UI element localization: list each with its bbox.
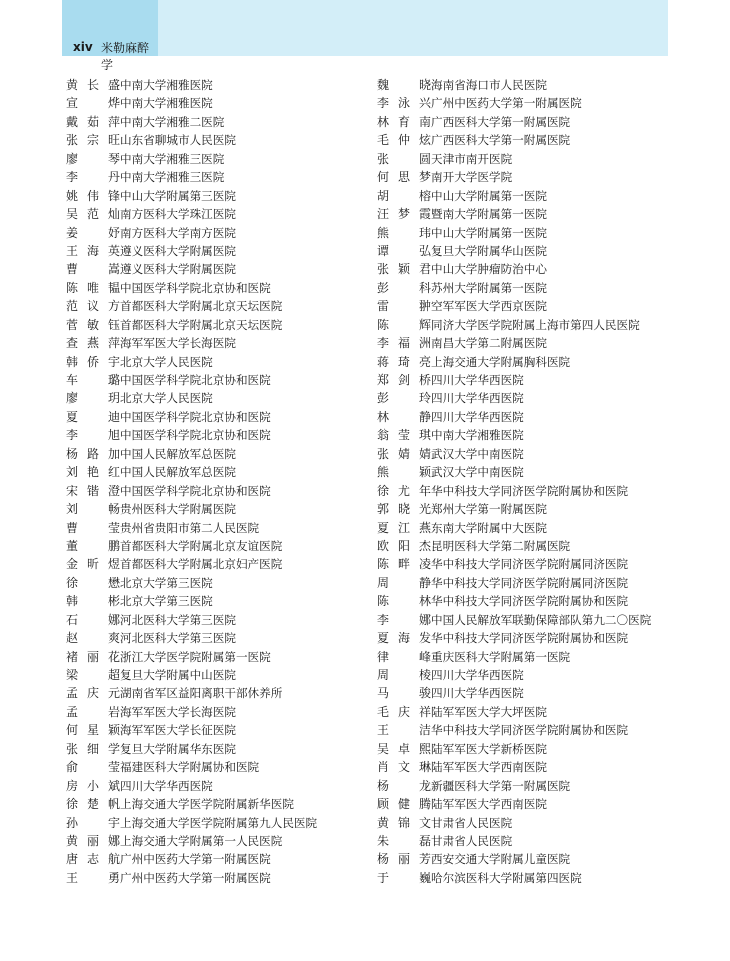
contributor-affiliation: 上海交通大学附属第一人民医院 bbox=[120, 833, 283, 848]
contributor-name: 董 鹏 bbox=[66, 538, 120, 553]
contributor-entry bbox=[66, 463, 317, 481]
contributor-affiliation: 西安交通大学附属儿童医院 bbox=[431, 852, 571, 867]
contributor-affiliation: 北京大学人民医院 bbox=[120, 354, 213, 369]
contributor-affiliation: 中国医学科学院北京协和医院 bbox=[120, 373, 271, 387]
contributor-name: 雷 翀 bbox=[377, 299, 431, 314]
contributor-name: 陈 林 bbox=[377, 594, 431, 609]
contributor-name: 张宗旺 bbox=[66, 133, 120, 148]
contributor-entry bbox=[377, 519, 651, 537]
contributor-entry bbox=[66, 869, 317, 887]
contributor-name: 黄锦文 bbox=[377, 815, 431, 830]
contributor-affiliation: 中国医学科学院北京协和医院 bbox=[120, 409, 271, 424]
contributor-entry bbox=[66, 814, 317, 832]
contributor-affiliation: 甘肃省人民医院 bbox=[431, 815, 513, 830]
contributor-name: 徐 懋 bbox=[66, 575, 120, 590]
contributor-affiliation: 中南大学湘雅医院 bbox=[431, 428, 524, 443]
contributor-entry bbox=[377, 482, 651, 500]
contributor-name: 孟 岩 bbox=[66, 704, 120, 719]
contributor-name: 熊 颖 bbox=[377, 465, 431, 480]
contributor-affiliation: 广西医科大学第一附属医院 bbox=[431, 114, 571, 129]
contributor-name: 夏海发 bbox=[377, 631, 431, 646]
contributor-affiliation: 中山大学附属第一医院 bbox=[431, 225, 547, 240]
contributor-affiliation: 上海交通大学附属胸科医院 bbox=[431, 354, 571, 369]
contributor-entry bbox=[377, 205, 651, 223]
contributor-name: 张 圆 bbox=[377, 151, 431, 166]
contributor-affiliation: 新疆医科大学第一附属医院 bbox=[431, 778, 571, 793]
contributor-entry bbox=[66, 76, 317, 94]
contributor-affiliation: 南方医科大学南方医院 bbox=[120, 225, 236, 240]
contributor-affiliation: 四川大学华西医院 bbox=[431, 373, 524, 387]
contributor-name: 孙 宇 bbox=[66, 815, 120, 830]
contributor-entry bbox=[66, 795, 317, 813]
contributor-entry bbox=[377, 500, 651, 518]
right-contributor-list bbox=[377, 76, 651, 887]
contributor-affiliation: 南开大学医学院 bbox=[431, 170, 513, 185]
contributor-affiliation: 北京大学人民医院 bbox=[120, 391, 213, 406]
contributor-entry bbox=[377, 740, 651, 758]
contributor-entry bbox=[66, 279, 317, 297]
book-title: 米勒麻醉学 bbox=[101, 41, 150, 72]
contributor-name: 杨路加 bbox=[66, 446, 120, 461]
contributor-name: 金昕煜 bbox=[66, 557, 120, 572]
contributor-affiliation: 空军军医大学西京医院 bbox=[431, 299, 547, 314]
contributor-entry bbox=[66, 703, 317, 721]
contributor-name: 于 巍 bbox=[377, 870, 431, 885]
contributor-affiliation: 中南大学湘雅医院 bbox=[120, 96, 213, 111]
contributor-affiliation: 海军军医大学长海医院 bbox=[120, 336, 236, 351]
contributor-affiliation: 东南大学附属中大医院 bbox=[431, 520, 547, 535]
contributor-entry bbox=[377, 611, 651, 629]
contributor-name: 夏 迪 bbox=[66, 409, 120, 424]
contributor-name: 蒋琦亮 bbox=[377, 354, 431, 369]
contributor-entry bbox=[377, 832, 651, 850]
contributor-affiliation: 华中科技大学同济医学院附属协和医院 bbox=[431, 483, 629, 498]
contributor-affiliation: 重庆医科大学附属第一医院 bbox=[431, 649, 571, 664]
contributor-name: 曹 嵩 bbox=[66, 262, 120, 277]
contributor-entry bbox=[377, 389, 651, 407]
contributor-name: 杨丽芳 bbox=[377, 852, 431, 867]
contributor-affiliation: 中国医学科学院北京协和医院 bbox=[120, 428, 271, 443]
contributor-entry bbox=[66, 150, 317, 168]
header-band bbox=[62, 0, 668, 72]
contributor-entry bbox=[377, 150, 651, 168]
contributor-entry bbox=[377, 629, 651, 647]
contributor-entry bbox=[66, 777, 317, 795]
contributor-name: 陈畔凌 bbox=[377, 557, 431, 572]
contributor-name: 黄丽娜 bbox=[66, 833, 120, 848]
contributor-name: 魏 晓 bbox=[377, 78, 431, 92]
contributor-affiliation: 浙江大学医学院附属第一医院 bbox=[120, 649, 271, 664]
contributor-affiliation: 陆军军医大学西南医院 bbox=[431, 760, 547, 775]
contributor-affiliation: 华中科技大学同济医学院附属同济医院 bbox=[431, 557, 629, 572]
contributor-entry bbox=[66, 297, 317, 315]
contributor-entry bbox=[66, 648, 317, 666]
contributor-affiliation: 陆军军医大学大坪医院 bbox=[431, 704, 547, 719]
contributor-name: 张颖君 bbox=[377, 262, 431, 277]
contributor-name: 徐尤年 bbox=[377, 483, 431, 498]
contributor-name: 肖文琳 bbox=[377, 760, 431, 775]
contributor-name: 赵 爽 bbox=[66, 631, 120, 646]
contributor-name: 汪梦霞 bbox=[377, 207, 431, 222]
contributor-name: 谭 弘 bbox=[377, 243, 431, 258]
contributor-entry bbox=[377, 758, 651, 776]
contributor-affiliation: 中山大学附属第三医院 bbox=[120, 188, 236, 203]
contributor-entry bbox=[377, 353, 651, 371]
contributor-affiliation: 中南大学湘雅三医院 bbox=[120, 151, 225, 166]
contributor-entry bbox=[66, 500, 317, 518]
contributor-affiliation: 广西医科大学第一附属医院 bbox=[431, 133, 571, 148]
contributor-entry bbox=[377, 187, 651, 205]
contributor-affiliation: 首都医科大学附属北京妇产医院 bbox=[120, 557, 283, 572]
contributor-entry bbox=[66, 371, 317, 389]
contributor-name: 韩侨宇 bbox=[66, 354, 120, 369]
contributor-entry bbox=[377, 777, 651, 795]
contributor-entry bbox=[66, 316, 317, 334]
contributor-name: 律 峰 bbox=[377, 649, 431, 664]
contributor-affiliation: 苏州大学附属第一医院 bbox=[431, 280, 547, 295]
contributor-name: 李泳兴 bbox=[377, 96, 431, 111]
contributor-name: 周 静 bbox=[377, 575, 431, 590]
contributor-name: 廖 琴 bbox=[66, 151, 120, 166]
contributor-affiliation: 遵义医科大学附属医院 bbox=[120, 243, 236, 258]
contributor-entry bbox=[377, 168, 651, 186]
contributor-name: 郭晓光 bbox=[377, 502, 431, 517]
contributor-entry bbox=[66, 94, 317, 112]
contributor-affiliation: 湖南省军区益阳离职干部休养所 bbox=[120, 686, 283, 701]
contributor-affiliation: 中南大学湘雅医院 bbox=[120, 78, 213, 92]
contributor-affiliation: 河北医科大学第三医院 bbox=[120, 612, 236, 627]
contributor-entry bbox=[377, 555, 651, 573]
contributor-entry bbox=[377, 408, 651, 426]
contributor-entry bbox=[377, 721, 651, 739]
contributor-name: 杨 龙 bbox=[377, 778, 431, 793]
contributor-entry bbox=[66, 832, 317, 850]
contributor-affiliation: 南昌大学第二附属医院 bbox=[431, 336, 547, 351]
contributor-entry bbox=[66, 113, 317, 131]
contributor-entry bbox=[66, 758, 317, 776]
contributor-entry bbox=[66, 721, 317, 739]
contributor-entry bbox=[66, 519, 317, 537]
contributor-name: 房小斌 bbox=[66, 778, 120, 793]
contributor-affiliation: 四川大学华西医院 bbox=[120, 778, 213, 793]
contributor-entry bbox=[377, 242, 651, 260]
contributor-entry bbox=[377, 684, 651, 702]
contributor-entry bbox=[377, 224, 651, 242]
contributor-name: 翁莹琪 bbox=[377, 428, 431, 443]
contributor-entry bbox=[66, 389, 317, 407]
contributor-name: 张婧婧 bbox=[377, 446, 431, 461]
contributor-affiliation: 中国人民解放军联勤保障部队第九二〇医院 bbox=[431, 612, 652, 627]
contributor-affiliation: 中南大学湘雅二医院 bbox=[120, 114, 225, 129]
contributor-affiliation: 昆明医科大学第二附属医院 bbox=[431, 538, 571, 553]
contributor-entry bbox=[66, 426, 317, 444]
contributor-affiliation: 同济大学医学院附属上海市第四人民医院 bbox=[431, 317, 640, 332]
contributor-affiliation: 中国医学科学院北京协和医院 bbox=[120, 280, 271, 295]
contributor-name: 王海英 bbox=[66, 243, 120, 258]
contributor-affiliation: 北京大学第三医院 bbox=[120, 575, 213, 590]
contributor-name: 胡 榕 bbox=[377, 188, 431, 203]
contributor-name: 吴卓熙 bbox=[377, 741, 431, 756]
contributor-affiliation: 四川大学华西医院 bbox=[431, 409, 524, 424]
contributor-entry bbox=[66, 482, 317, 500]
contributor-name: 宋锴澄 bbox=[66, 483, 120, 498]
contributor-name: 吴范灿 bbox=[66, 207, 120, 222]
contributor-name: 李 娜 bbox=[377, 612, 431, 627]
contributor-name: 范议方 bbox=[66, 299, 120, 314]
contributor-affiliation: 首都医科大学附属北京天坛医院 bbox=[120, 299, 283, 314]
contributor-entry bbox=[377, 94, 651, 112]
contributor-entry bbox=[66, 629, 317, 647]
contributor-affiliation: 中山大学肿瘤防治中心 bbox=[431, 262, 547, 277]
contributor-name: 廖 玥 bbox=[66, 391, 120, 406]
contributor-entry bbox=[377, 426, 651, 444]
contributor-affiliation: 甘肃省人民医院 bbox=[431, 833, 513, 848]
contributor-entry bbox=[377, 703, 651, 721]
contributor-entry bbox=[66, 242, 317, 260]
contributor-name: 毛庆祥 bbox=[377, 704, 431, 719]
contributor-affiliation: 贵州医科大学附属医院 bbox=[120, 502, 236, 517]
contributor-name: 菅敏钰 bbox=[66, 317, 120, 332]
contributor-entry bbox=[66, 445, 317, 463]
contributor-entry bbox=[66, 684, 317, 702]
contributor-name: 戴茹萍 bbox=[66, 114, 120, 129]
contributor-name: 李 丹 bbox=[66, 170, 120, 185]
contributor-name: 张细学 bbox=[66, 741, 120, 756]
contributor-name: 王 勇 bbox=[66, 870, 120, 885]
contributor-affiliation: 中南大学湘雅三医院 bbox=[120, 170, 225, 185]
contributor-name: 林育南 bbox=[377, 114, 431, 129]
contributor-name: 何思梦 bbox=[377, 170, 431, 185]
contributor-affiliation: 华中科技大学同济医学院附属协和医院 bbox=[431, 631, 629, 646]
contributor-affiliation: 广州中医药大学第一附属医院 bbox=[120, 870, 271, 885]
contributor-affiliation: 上海交通大学医学院附属新华医院 bbox=[120, 797, 294, 812]
contributor-entry bbox=[66, 611, 317, 629]
contributor-entry bbox=[66, 187, 317, 205]
contributor-name: 姚伟锋 bbox=[66, 188, 120, 203]
contributor-entry bbox=[377, 371, 651, 389]
contributor-affiliation: 陆军军医大学西南医院 bbox=[431, 797, 547, 812]
contributor-name: 彭 科 bbox=[377, 280, 431, 295]
contributor-affiliation: 贵州省贵阳市第二人民医院 bbox=[120, 520, 260, 535]
contributor-entry bbox=[377, 850, 651, 868]
contributor-entry bbox=[66, 574, 317, 592]
contributor-name: 陈 辉 bbox=[377, 317, 431, 332]
contributor-entry bbox=[377, 260, 651, 278]
contributor-entry bbox=[377, 113, 651, 131]
contributor-entry bbox=[66, 168, 317, 186]
contributor-affiliation: 四川大学华西医院 bbox=[431, 686, 524, 701]
contributor-entry bbox=[66, 740, 317, 758]
contributor-affiliation: 海南省海口市人民医院 bbox=[431, 78, 547, 92]
contributor-entry bbox=[377, 537, 651, 555]
contributor-affiliation: 天津市南开医院 bbox=[431, 151, 513, 166]
contributor-affiliation: 复旦大学附属华东医院 bbox=[120, 741, 236, 756]
contributor-affiliation: 郑州大学第一附属医院 bbox=[431, 502, 547, 517]
contributor-name: 朱 磊 bbox=[377, 833, 431, 848]
contributor-affiliation: 广州中医药大学第一附属医院 bbox=[431, 96, 582, 111]
contributor-affiliation: 中国人民解放军总医院 bbox=[120, 446, 236, 461]
contributor-entry bbox=[66, 666, 317, 684]
contributor-affiliation: 陆军军医大学新桥医院 bbox=[431, 741, 547, 756]
contributor-affiliation: 河北医科大学第三医院 bbox=[120, 631, 236, 646]
contributor-name: 黄长盛 bbox=[66, 78, 120, 92]
contributor-affiliation: 中山大学附属第一医院 bbox=[431, 188, 547, 203]
contributor-name: 李 旭 bbox=[66, 428, 120, 443]
contributor-name: 周 棱 bbox=[377, 668, 431, 682]
contributor-affiliation: 复旦大学附属中山医院 bbox=[120, 668, 236, 682]
contributor-affiliation: 暨南大学附属第一医院 bbox=[431, 207, 547, 222]
contributor-name: 查燕萍 bbox=[66, 336, 120, 351]
contributor-affiliation: 海军军医大学长海医院 bbox=[120, 704, 236, 719]
contributor-affiliation: 哈尔滨医科大学附属第四医院 bbox=[431, 870, 582, 885]
contributor-name: 林 静 bbox=[377, 409, 431, 424]
contributor-entry bbox=[377, 648, 651, 666]
contributor-entry bbox=[377, 445, 651, 463]
contributor-name: 王 洁 bbox=[377, 723, 431, 738]
contributor-entry bbox=[377, 131, 651, 149]
contributor-name: 刘 畅 bbox=[66, 502, 120, 517]
contributor-affiliation: 复旦大学附属华山医院 bbox=[431, 243, 547, 258]
contributor-affiliation: 首都医科大学附属北京天坛医院 bbox=[120, 317, 283, 332]
contributor-affiliation: 山东省聊城市人民医院 bbox=[120, 133, 236, 148]
contributor-name: 欧阳杰 bbox=[377, 538, 431, 553]
contributor-entry bbox=[66, 353, 317, 371]
contributor-name: 顾健腾 bbox=[377, 797, 431, 812]
contributor-name: 石 娜 bbox=[66, 612, 120, 627]
contributor-entry bbox=[66, 537, 317, 555]
contributor-name: 韩 彬 bbox=[66, 594, 120, 609]
contributor-entry bbox=[66, 592, 317, 610]
contributor-name: 陈唯韫 bbox=[66, 280, 120, 295]
contributor-entry bbox=[66, 131, 317, 149]
contributor-affiliation: 广州中医药大学第一附属医院 bbox=[120, 852, 271, 867]
contributor-name: 李福洲 bbox=[377, 336, 431, 351]
contributor-entry bbox=[377, 795, 651, 813]
contributor-entry bbox=[377, 316, 651, 334]
left-contributor-list bbox=[66, 76, 317, 887]
contributor-affiliation: 首都医科大学附属北京友谊医院 bbox=[120, 538, 283, 553]
contributor-entry bbox=[66, 850, 317, 868]
contributor-affiliation: 海军军医大学长征医院 bbox=[120, 723, 236, 738]
contributor-entry bbox=[66, 408, 317, 426]
contributor-entry bbox=[377, 463, 651, 481]
contributor-name: 梁 超 bbox=[66, 668, 120, 682]
contributor-name: 宣 烨 bbox=[66, 96, 120, 111]
contributor-entry bbox=[66, 205, 317, 223]
contributor-affiliation: 武汉大学中南医院 bbox=[431, 465, 524, 480]
contributor-entry bbox=[377, 297, 651, 315]
contributor-affiliation: 华中科技大学同济医学院附属协和医院 bbox=[431, 594, 629, 609]
contributor-name: 俞 莹 bbox=[66, 760, 120, 775]
contributor-name: 彭 玲 bbox=[377, 391, 431, 406]
contributor-entry bbox=[377, 574, 651, 592]
contributor-name: 熊 玮 bbox=[377, 225, 431, 240]
contributor-name: 马 骏 bbox=[377, 686, 431, 701]
contributor-entry bbox=[66, 555, 317, 573]
contributor-affiliation: 华中科技大学同济医学院附属协和医院 bbox=[431, 723, 629, 738]
contributor-entry bbox=[377, 279, 651, 297]
contributor-affiliation: 遵义医科大学附属医院 bbox=[120, 262, 236, 277]
contributor-affiliation: 上海交通大学医学院附属第九人民医院 bbox=[120, 815, 318, 830]
contributor-affiliation: 华中科技大学同济医学院附属同济医院 bbox=[431, 575, 629, 590]
contributor-name: 车 璐 bbox=[66, 373, 120, 387]
contributor-entry bbox=[377, 76, 651, 94]
contributor-entry bbox=[66, 334, 317, 352]
contributor-name: 毛仲炫 bbox=[377, 133, 431, 148]
contributor-affiliation: 中国医学科学院北京协和医院 bbox=[120, 483, 271, 498]
contributor-affiliation: 北京大学第三医院 bbox=[120, 594, 213, 609]
contributor-name: 何星颖 bbox=[66, 723, 120, 738]
page-number: xiv bbox=[73, 40, 93, 54]
contributor-name: 姜 妤 bbox=[66, 225, 120, 240]
contributor-entry bbox=[377, 666, 651, 684]
contributor-name: 曹 莹 bbox=[66, 520, 120, 535]
contributor-affiliation: 福建医科大学附属协和医院 bbox=[120, 760, 260, 775]
header-page-tab bbox=[62, 0, 158, 72]
contributor-name: 徐楚帆 bbox=[66, 797, 120, 812]
contributor-name: 夏江燕 bbox=[377, 520, 431, 535]
contributor-entry bbox=[66, 224, 317, 242]
contributor-entry bbox=[66, 260, 317, 278]
contributor-name: 褚丽花 bbox=[66, 649, 120, 664]
contributor-entry bbox=[377, 592, 651, 610]
contributor-affiliation: 四川大学华西医院 bbox=[431, 668, 524, 682]
contributor-name: 郑剑桥 bbox=[377, 373, 431, 387]
contributor-entry bbox=[377, 869, 651, 887]
contributor-name: 唐志航 bbox=[66, 852, 120, 867]
contributor-name: 刘艳红 bbox=[66, 465, 120, 480]
contributor-affiliation: 南方医科大学珠江医院 bbox=[120, 207, 236, 222]
contributor-name: 孟庆元 bbox=[66, 686, 120, 701]
contributor-entry bbox=[377, 334, 651, 352]
contributor-entry bbox=[377, 814, 651, 832]
contributor-affiliation: 四川大学华西医院 bbox=[431, 391, 524, 406]
contributor-affiliation: 武汉大学中南医院 bbox=[431, 446, 524, 461]
contributor-affiliation: 中国人民解放军总医院 bbox=[120, 465, 236, 480]
